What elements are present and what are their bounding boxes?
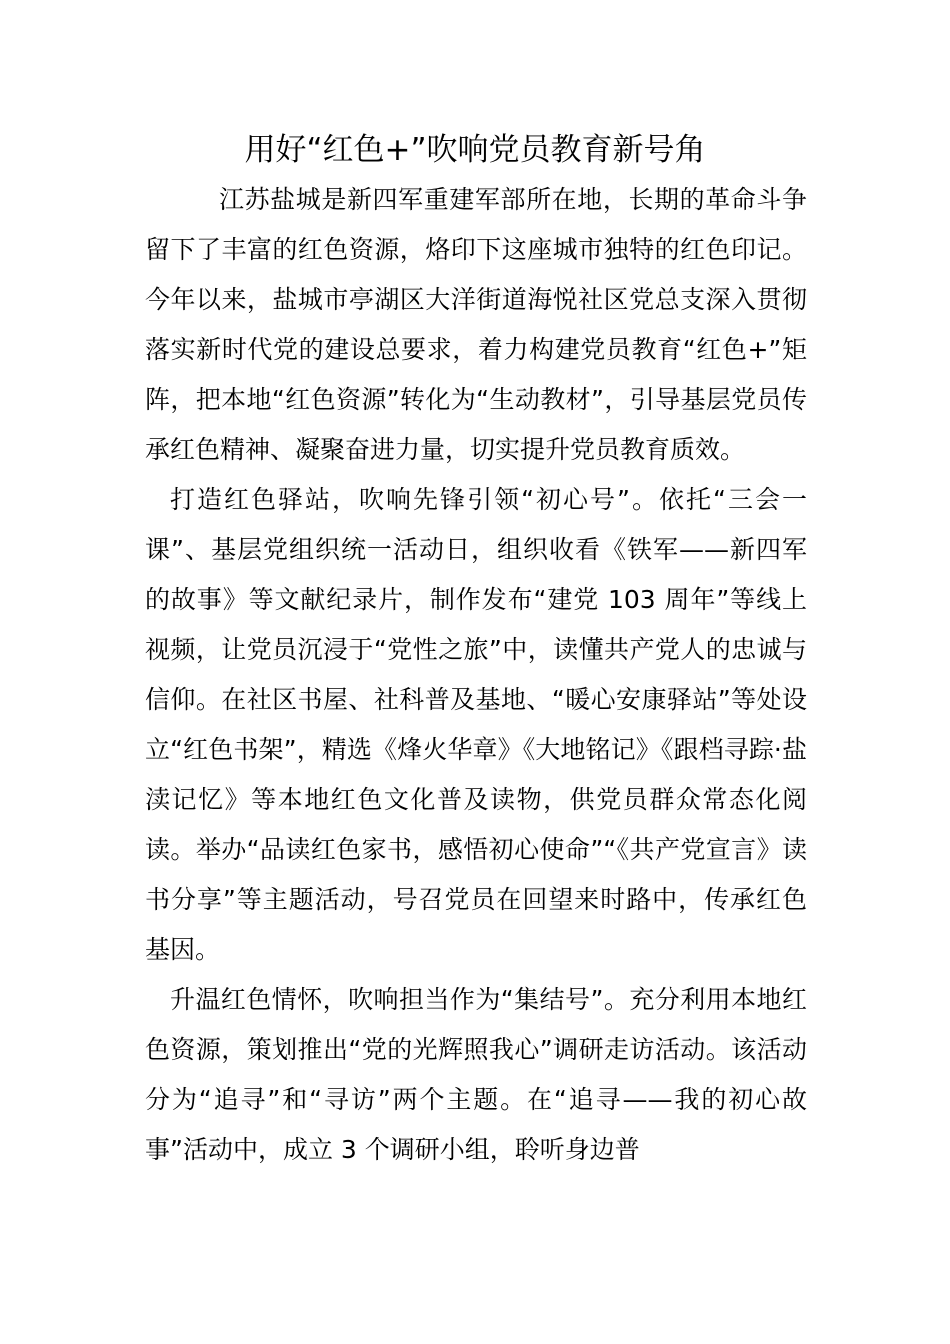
paragraph-red-sentiment: 升温红色情怀，吹响担当作为“集结号”。充分利用本地红色资源，策划推出“党的光辉照我心”调研走访活动。该活动分为“追寻”和“寻访”两个主题。在“追寻——我的初心故事”活动中，成立 3 个调研小组，聆听身边普 [145, 985, 807, 1164]
document-title: 用好“红色+”吹响党员教育新号角 [244, 132, 706, 168]
document-body [145, 175, 807, 1175]
paragraph-red-station: 打造红色驿站，吹响先锋引领“初心号”。依托“三会一课”、基层党组织统一活动日，组织收看《铁军——新四军的故事》等文献纪录片，制作发布“建党 103 周年”等线上视频，让党员沉浸于“党性之旅”中，读懂共产党人的忠诚与信仰。在社区书屋、社科普及基地、“暖心安康驿站”等处设立“红色书架”，精选《烽火华章》《大地铭记》《跟档寻踪·盐渎记忆》等本地红色文化普及读物，供党员群众常态化阅读。举办“品读红色家书，感悟初心使命”“《共产党宣言》读书分享”等主题活动，号召党员在回望来时路中，传承红色基因。 [145, 485, 807, 964]
paragraph-intro: 江苏盐城是新四军重建军部所在地，长期的革命斗争留下了丰富的红色资源，烙印下这座城市独特的红色印记。今年以来，盐城市亭湖区大洋街道海悦社区党总支深入贯彻落实新时代党的建设总要求，着力构建党员教育“红色+”矩阵，把本地“红色资源”转化为“生动教材”，引导基层党员传承红色精神、凝聚奋进力量，切实提升党员教育质效。 [145, 185, 807, 464]
